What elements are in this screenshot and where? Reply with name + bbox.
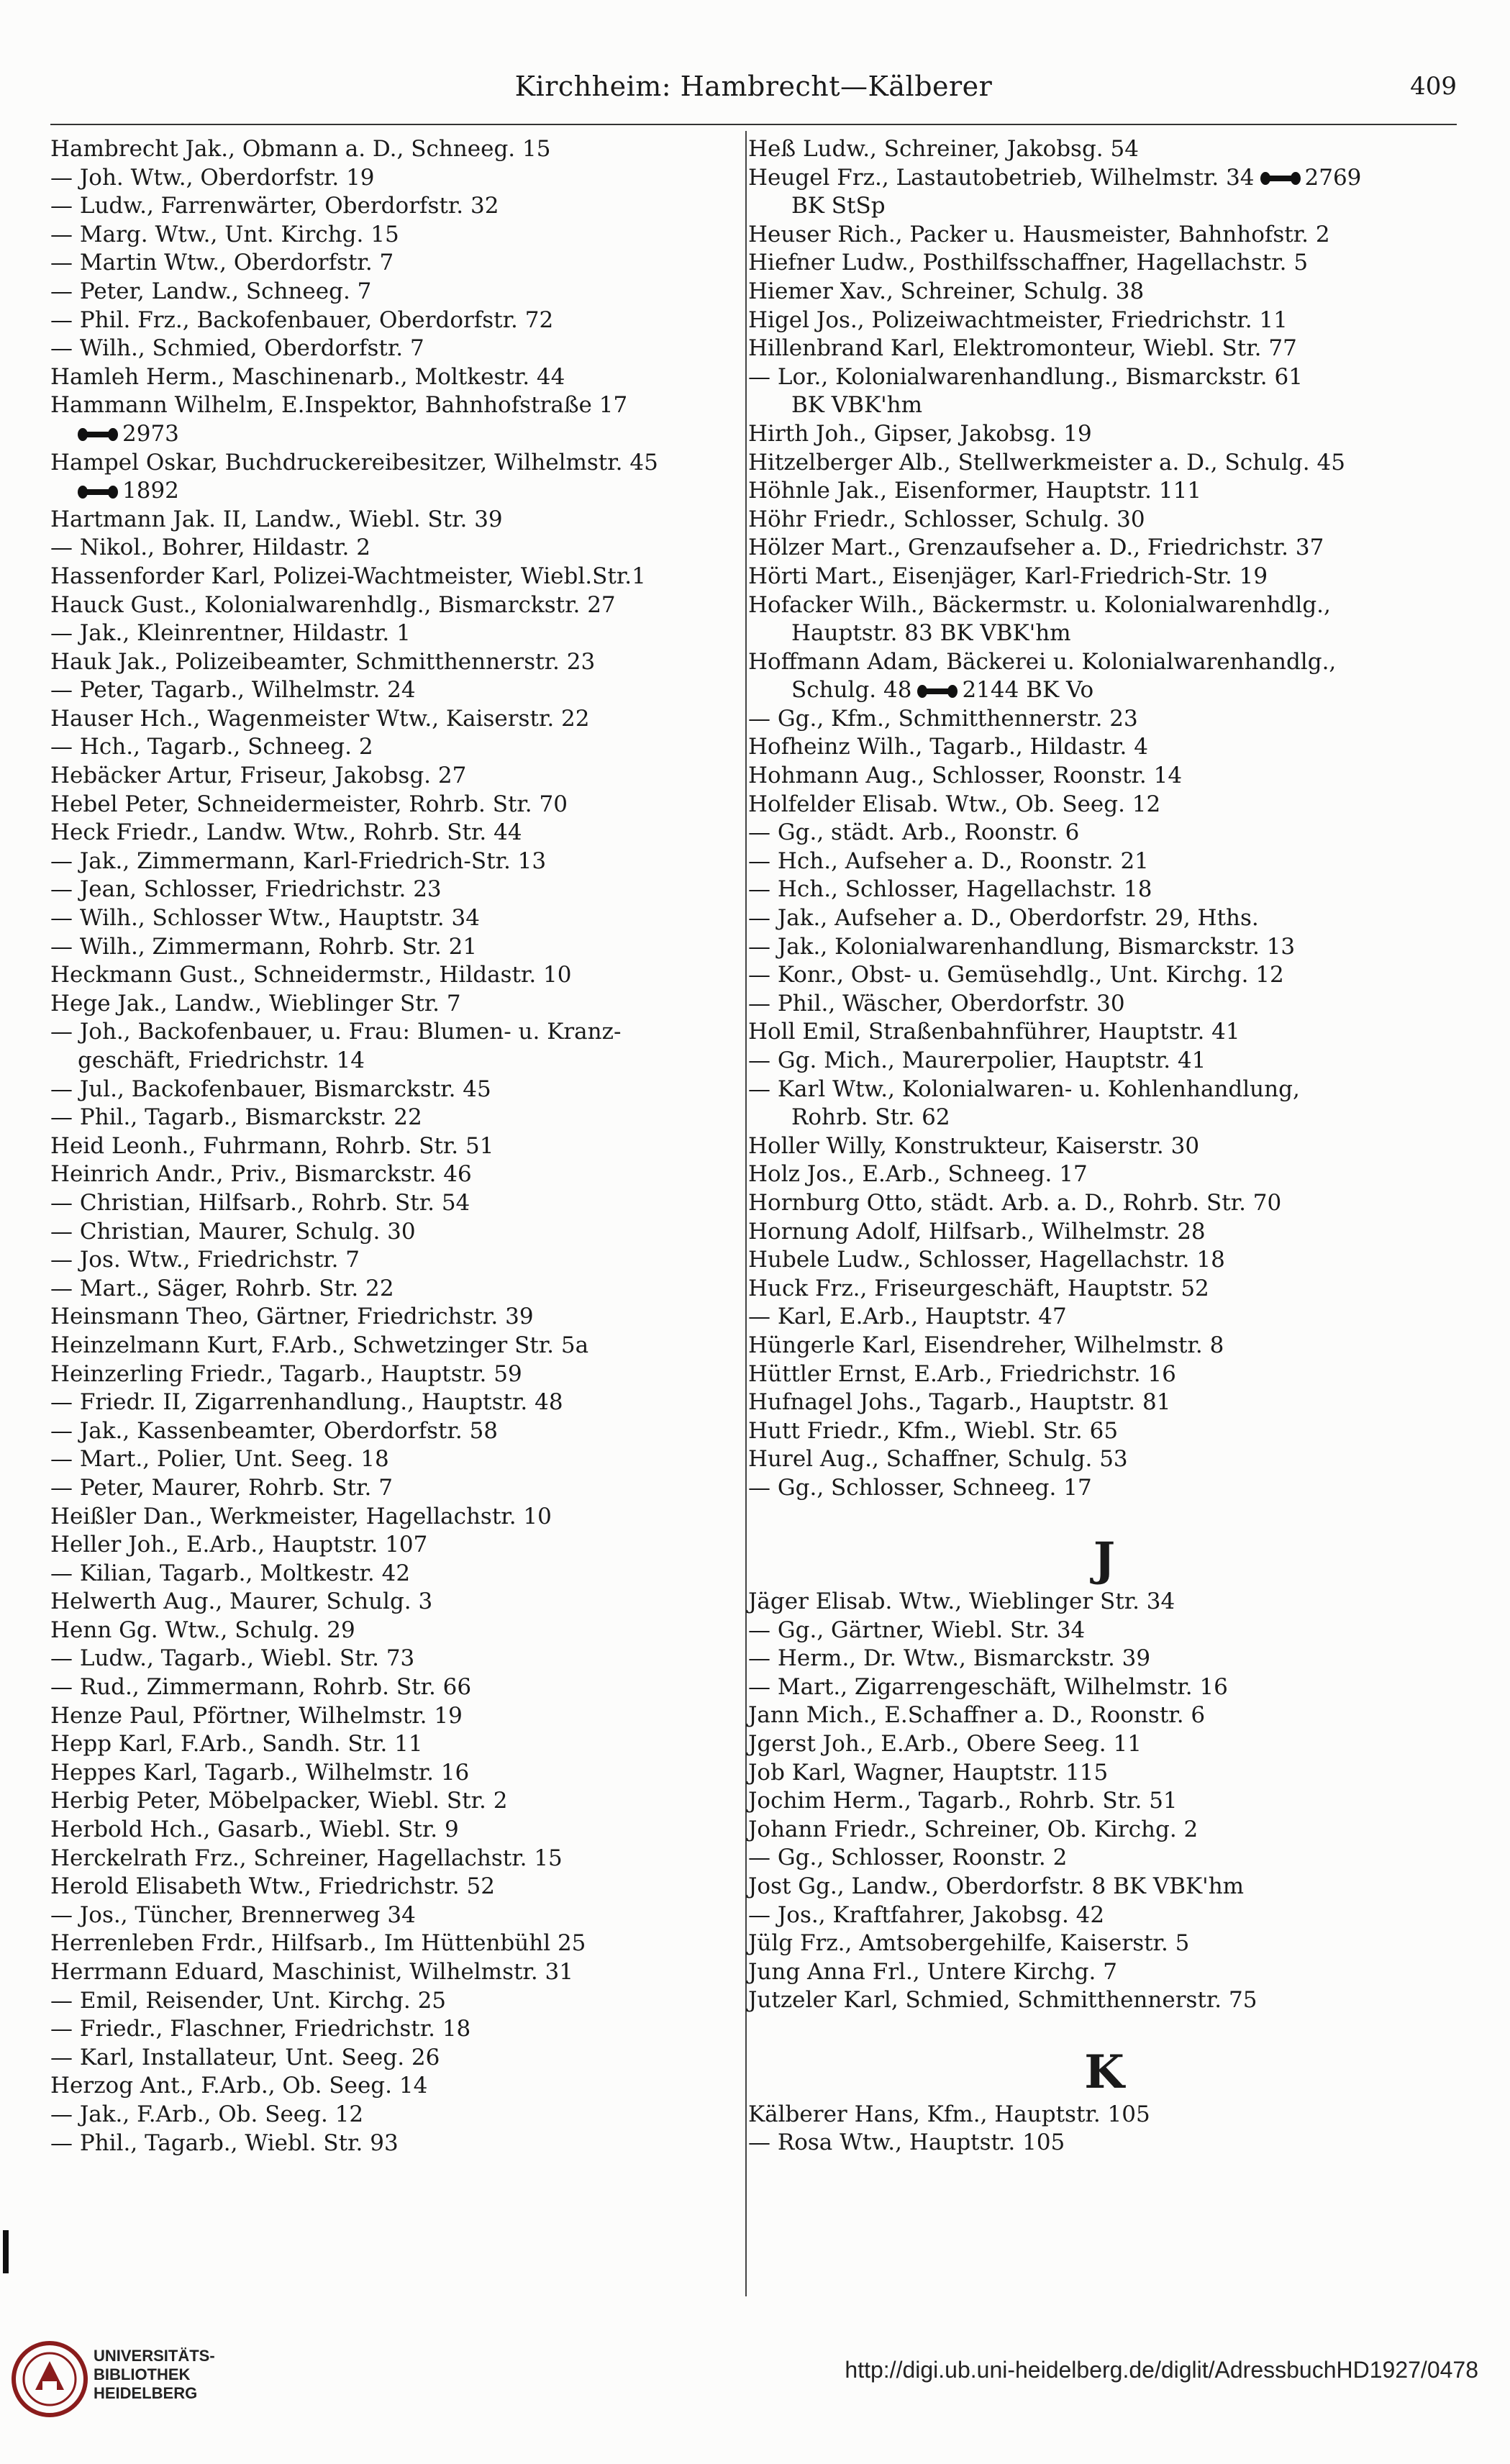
directory-entry (748, 1474, 1460, 1503)
directory-entry (748, 1873, 1460, 1901)
entry-text: — Marg. Wtw., Unt. Kirchg. 15 (50, 221, 399, 247)
entry-text: — Kilian, Tagarb., Moltkestr. 42 (50, 1560, 411, 1586)
left-column (50, 135, 741, 2158)
entry-text: — Friedr. II, Zigarrenhandlung., Hauptstr. 48 (50, 1389, 563, 1416)
entry-text: Hutt Friedr., Kfm., Wiebl. Str. 65 (748, 1417, 1119, 1444)
directory-entry (50, 1987, 741, 2016)
entry-text: Jgerst Joh., E.Arb., Obere Seeg. 11 (748, 1731, 1142, 1758)
directory-entry (50, 563, 741, 591)
entry-text: BK StSp (791, 193, 886, 219)
directory-entry (748, 1617, 1460, 1645)
entry-text: Hiemer Xav., Schreiner, Schulg. 38 (748, 278, 1145, 304)
spacer (748, 1503, 1460, 1532)
entry-text: — Jak., Aufseher a. D., Oberdorfstr. 29, Hths. (748, 905, 1259, 932)
entry-text: — Ludw., Farrenwärter, Oberdorfstr. 32 (50, 193, 499, 219)
directory-entry (50, 506, 741, 535)
directory-entry (50, 2015, 741, 2044)
entry-text: Holz Jos., E.Arb., Schneeg. 17 (748, 1161, 1088, 1188)
directory-entry (50, 876, 741, 904)
directory-entry (50, 1787, 741, 1816)
directory-entry (748, 506, 1460, 535)
directory-entry (50, 2072, 741, 2101)
entry-text: — Konr., Obst- u. Gemüsehdlg., Unt. Kirchg. 12 (748, 962, 1284, 988)
entry-text: — Jak., Kolonialwarenhandlung, Bismarckstr. 13 (748, 933, 1296, 960)
entry-text: — Jos., Tüncher, Brennerweg 34 (50, 1901, 416, 1928)
library-name (94, 2347, 215, 2403)
directory-entry (50, 591, 741, 620)
entry-text: Heinsmann Theo, Gärtner, Friedrichstr. 39 (50, 1304, 534, 1330)
header-rule (50, 124, 1457, 125)
directory-entry (748, 335, 1460, 363)
entry-text: Heid Leonh., Fuhrmann, Rohrb. Str. 51 (50, 1132, 494, 1159)
phone-number: 2144 BK Vo (962, 677, 1094, 704)
directory-entry (50, 1588, 741, 1617)
entry-text: — Emil, Reisender, Unt. Kirchg. 25 (50, 1987, 447, 2014)
directory-entry (748, 933, 1460, 962)
entry-text: Herrenleben Frdr., Hilfsarb., Im Hüttenbühl 25 (50, 1930, 586, 1957)
entry-text: Hoffmann Adam, Bäckerei u. Kolonialwarenhandlg., (748, 648, 1337, 675)
entry-text: Johann Friedr., Schreiner, Ob. Kirchg. 2 (748, 1816, 1199, 1842)
entry-text: — Mart., Säger, Rohrb. Str. 22 (50, 1275, 394, 1301)
directory-entry (748, 1160, 1460, 1189)
directory-entry (748, 449, 1460, 478)
directory-entry (50, 306, 741, 335)
entry-text: Holl Emil, Straßenbahnführer, Hauptstr. 41 (748, 1019, 1240, 1045)
phone-number: 2769 (1304, 164, 1362, 191)
directory-entry (748, 591, 1460, 620)
directory-entry (50, 1673, 741, 1702)
library-name-line2: BIBLIOTHEK (94, 2365, 191, 2383)
entry-text: Hebel Peter, Schneidermeister, Rohrb. Str. 70 (50, 791, 568, 817)
directory-entry (50, 933, 741, 962)
directory-entry (50, 819, 741, 847)
directory-entry (748, 648, 1460, 677)
directory-entry (748, 1701, 1460, 1730)
directory-entry (748, 1189, 1460, 1218)
telephone-icon (78, 484, 118, 500)
entry-text: Jülg Frz., Amtsobergehilfe, Kaiserstr. 5 (748, 1930, 1190, 1957)
right-column (748, 135, 1460, 2158)
directory-entry (50, 1132, 741, 1161)
column-divider (745, 131, 747, 2296)
entry-text: — Mart., Zigarrengeschäft, Wilhelmstr. 16 (748, 1673, 1228, 1700)
directory-entry (748, 278, 1460, 306)
entry-text: Heuser Rich., Packer u. Hausmeister, Bahnhofstr. 2 (748, 221, 1330, 247)
page-header (50, 71, 1457, 114)
directory-entry (748, 762, 1460, 791)
entry-text: — Phil., Tagarb., Wiebl. Str. 93 (50, 2129, 399, 2156)
page-number: 409 (1410, 72, 1457, 101)
entry-text: Hornburg Otto, städt. Arb. a. D., Rohrb. Str. 70 (748, 1189, 1282, 1216)
directory-entry (50, 278, 741, 306)
directory-entry (748, 1986, 1460, 2015)
entry-text: Hauptstr. 83 BK VBK'hm (791, 620, 1071, 647)
spacer (748, 2015, 1460, 2044)
entry-text: — Jos. Wtw., Friedrichstr. 7 (50, 1247, 360, 1273)
directory-entry (748, 2101, 1460, 2129)
directory-entry (50, 1018, 741, 1047)
directory-entry (50, 733, 741, 762)
entry-text: — Karl, Installateur, Unt. Seeg. 26 (50, 2044, 440, 2070)
directory-entry (748, 2129, 1460, 2158)
directory-entry (50, 335, 741, 363)
entry-text: — Karl Wtw., Kolonialwaren- u. Kohlenhandlung, (748, 1076, 1300, 1102)
directory-entry (748, 1104, 1460, 1132)
entry-text: Höhr Friedr., Schlosser, Schulg. 30 (748, 506, 1145, 532)
directory-entry (748, 1417, 1460, 1446)
entry-text: — Jak., Zimmermann, Karl-Friedrich-Str. 13 (50, 847, 547, 874)
directory-entry (748, 1303, 1460, 1332)
entry-text: Herold Elisabeth Wtw., Friedrichstr. 52 (50, 1873, 495, 1900)
directory-entry (50, 1730, 741, 1759)
entry-text: — Phil. Frz., Backofenbauer, Oberdorfstr. 72 (50, 306, 554, 333)
entry-text: — Gg., Kfm., Schmitthennerstr. 23 (748, 705, 1138, 732)
entry-text: Hepp Karl, F.Arb., Sandh. Str. 11 (50, 1731, 423, 1758)
entry-text: — Peter, Tagarb., Wilhelmstr. 24 (50, 677, 416, 704)
directory-entry (50, 1929, 741, 1958)
entry-text: geschäft, Friedrichstr. 14 (78, 1047, 365, 1073)
directory-entry (50, 1417, 741, 1446)
directory-entry (748, 1445, 1460, 1474)
directory-entry (748, 1246, 1460, 1275)
entry-text: — Lor., Kolonialwarenhandlung., Bismarckstr. 61 (748, 363, 1303, 390)
entry-text: Jäger Elisab. Wtw., Wieblinger Str. 34 (748, 1588, 1175, 1615)
entry-text: Hüngerle Karl, Eisendreher, Wilhelmstr. 8 (748, 1332, 1224, 1358)
directory-entry (748, 1958, 1460, 1987)
directory-entry (748, 847, 1460, 876)
directory-entry (50, 420, 741, 449)
directory-entry (50, 1617, 741, 1645)
directory-entry (50, 619, 741, 648)
directory-entry (50, 1873, 741, 1901)
directory-entry (50, 221, 741, 250)
entry-text: — Martin Wtw., Oberdorfstr. 7 (50, 250, 394, 276)
entry-text: Hauser Hch., Wagenmeister Wtw., Kaiserstr. 22 (50, 705, 590, 732)
entry-text: Hölzer Mart., Grenzaufseher a. D., Friedrichstr. 37 (748, 535, 1324, 561)
directory-entry (50, 648, 741, 677)
library-name-line3: HEIDELBERG (94, 2384, 198, 2402)
entry-text: Hauk Jak., Polizeibeamter, Schmitthennerstr. 23 (50, 648, 596, 675)
entry-text: — Gg. Mich., Maurerpolier, Hauptstr. 41 (748, 1047, 1206, 1073)
entry-text: Heß Ludw., Schreiner, Jakobsg. 54 (748, 136, 1139, 162)
directory-entry (50, 1189, 741, 1218)
directory-entry (748, 221, 1460, 250)
directory-entry (50, 1303, 741, 1332)
directory-entry (50, 676, 741, 705)
entry-text: — Karl, E.Arb., Hauptstr. 47 (748, 1304, 1067, 1330)
directory-entry (748, 1076, 1460, 1104)
directory-entry (748, 1816, 1460, 1845)
directory-entry (748, 1218, 1460, 1247)
entry-text: — Gg., Gärtner, Wiebl. Str. 34 (748, 1617, 1086, 1643)
entry-text: Heugel Frz., Lastautobetrieb, Wilhelmstr. 34 (748, 164, 1255, 191)
directory-entry (748, 1929, 1460, 1958)
directory-entry (748, 791, 1460, 819)
directory-entry (748, 1844, 1460, 1873)
entry-text: — Peter, Maurer, Rohrb. Str. 7 (50, 1474, 393, 1501)
entry-text: — Jul., Backofenbauer, Bismarckstr. 45 (50, 1076, 491, 1102)
entry-text: Heißler Dan., Werkmeister, Hagellachstr. 10 (50, 1503, 552, 1529)
entry-text: Heinrich Andr., Priv., Bismarckstr. 46 (50, 1161, 472, 1188)
directory-entry (50, 2129, 741, 2158)
directory-entry (748, 391, 1460, 420)
entry-text: Hege Jak., Landw., Wieblinger Str. 7 (50, 990, 461, 1017)
entry-text: Hufnagel Johs., Tagarb., Hauptstr. 81 (748, 1389, 1171, 1416)
entry-text: Jutzeler Karl, Schmied, Schmitthennerstr. 75 (748, 1987, 1257, 2014)
entry-text: Hohmann Aug., Schlosser, Roonstr. 14 (748, 763, 1183, 789)
entry-text: BK VBK'hm (791, 392, 923, 419)
directory-entry (50, 192, 741, 221)
telephone-icon (78, 427, 118, 442)
directory-entry (748, 990, 1460, 1019)
directory-entry (50, 534, 741, 563)
section-letter: K (1084, 2045, 1124, 2099)
page-footer (0, 2331, 1510, 2464)
entry-text: — Gg., Schlosser, Roonstr. 2 (748, 1845, 1068, 1871)
directory-entry (748, 1759, 1460, 1788)
directory-entry (748, 1360, 1460, 1389)
entry-text: Holfelder Elisab. Wtw., Ob. Seeg. 12 (748, 791, 1161, 817)
entry-text: Hampel Oskar, Buchdruckereibesitzer, Wilhelmstr. 45 (50, 449, 658, 476)
entry-text: — Hch., Aufseher a. D., Roonstr. 21 (748, 847, 1149, 874)
directory-entry (748, 1018, 1460, 1047)
entry-text: Hofacker Wilh., Bäckermstr. u. Kolonialwarenhdlg., (748, 591, 1331, 618)
directory-entry (50, 363, 741, 392)
directory-entry (50, 1047, 741, 1076)
university-library-logo (10, 2340, 89, 2419)
directory-entry (50, 1531, 741, 1560)
entry-text: — Jak., F.Arb., Ob. Seeg. 12 (50, 2101, 364, 2127)
entry-text: Herzog Ant., F.Arb., Ob. Seeg. 14 (50, 2073, 428, 2099)
entry-text: Hiefner Ludw., Posthilfsschaffner, Hagellachstr. 5 (748, 250, 1309, 276)
entry-text: — Friedr., Flaschner, Friedrichstr. 18 (50, 2016, 471, 2042)
directory-entry (50, 1388, 741, 1417)
entry-text: Holler Willy, Konstrukteur, Kaiserstr. 30 (748, 1132, 1200, 1159)
directory-entry (50, 1901, 741, 1930)
directory-entry (748, 1332, 1460, 1360)
section-letter: J (1093, 1532, 1116, 1587)
entry-text: Jost Gg., Landw., Oberdorfstr. 8 BK VBK'hm (748, 1873, 1245, 1900)
directory-entry (748, 306, 1460, 335)
directory-entry (748, 676, 1460, 705)
directory-entry (748, 1388, 1460, 1417)
directory-entry (50, 762, 741, 791)
entry-text: — Joh. Wtw., Oberdorfstr. 19 (50, 164, 375, 191)
entry-text: — Jak., Kleinrentner, Hildastr. 1 (50, 620, 411, 647)
entry-text: Hartmann Jak. II, Landw., Wiebl. Str. 39 (50, 506, 503, 532)
entry-text: Jochim Herm., Tagarb., Rohrb. Str. 51 (748, 1788, 1178, 1814)
directory-entry (50, 164, 741, 193)
directory-entry (748, 733, 1460, 762)
entry-text: — Peter, Landw., Schneeg. 7 (50, 278, 372, 304)
directory-entry (50, 990, 741, 1019)
directory-entry (50, 449, 741, 478)
directory-entry (748, 1730, 1460, 1759)
directory-entry (50, 791, 741, 819)
directory-entry (50, 1702, 741, 1731)
directory-entry (748, 135, 1460, 164)
entry-text: Huck Frz., Friseurgeschäft, Hauptstr. 52 (748, 1275, 1209, 1301)
entry-text: — Phil., Tagarb., Bismarckstr. 22 (50, 1104, 422, 1131)
entry-text: — Jean, Schlosser, Friedrichstr. 23 (50, 876, 442, 903)
directory-entry (748, 1047, 1460, 1076)
entry-text: Rohrb. Str. 62 (791, 1104, 950, 1131)
directory-entry (50, 705, 741, 734)
entry-text: — Wilh., Schlosser Wtw., Hauptstr. 34 (50, 905, 480, 932)
directory-entry (50, 1246, 741, 1275)
entry-text: Herbold Hch., Gasarb., Wiebl. Str. 9 (50, 1817, 459, 1843)
directory-entry (50, 2101, 741, 2129)
directory-entry (748, 420, 1460, 449)
directory-entry (748, 1901, 1460, 1930)
directory-entry (50, 1360, 741, 1389)
entry-text: Hammann Wilhelm, E.Inspektor, Bahnhofstraße 17 (50, 392, 628, 419)
entry-text: Herckelrath Frz., Schreiner, Hagellachstr. 15 (50, 1845, 563, 1871)
entry-text: Hamleh Herm., Maschinenarb., Moltkestr. 44 (50, 363, 565, 390)
entry-text: 2973 (122, 420, 179, 447)
entry-text: Höhnle Jak., Eisenformer, Hauptstr. 111 (748, 478, 1202, 504)
directory-entry (50, 1332, 741, 1360)
entry-text: Hirth Joh., Gipser, Jakobsg. 19 (748, 420, 1092, 447)
entry-text: Herrmann Eduard, Maschinist, Wilhelmstr. 31 (50, 1959, 574, 1985)
directory-entry (748, 477, 1460, 506)
entry-text: Henn Gg. Wtw., Schulg. 29 (50, 1617, 355, 1643)
directory-entry (748, 1275, 1460, 1304)
directory-entry (50, 249, 741, 278)
directory-entry (50, 1645, 741, 1673)
directory-entry (748, 534, 1460, 563)
directory-entry (748, 961, 1460, 990)
telephone-icon (1260, 171, 1301, 186)
directory-entry (50, 1503, 741, 1532)
directory-entry (748, 904, 1460, 933)
entry-text: — Wilh., Schmied, Oberdorfstr. 7 (50, 335, 424, 362)
entry-text: Heppes Karl, Tagarb., Wilhelmstr. 16 (50, 1759, 470, 1786)
directory-entry (748, 164, 1460, 193)
entry-text: Kälberer Hans, Kfm., Hauptstr. 105 (748, 2101, 1150, 2127)
entry-text: — Ludw., Tagarb., Wiebl. Str. 73 (50, 1645, 415, 1672)
entry-text: — Hch., Schlosser, Hagellachstr. 18 (748, 876, 1152, 903)
entry-text: Hurel Aug., Schaffner, Schulg. 53 (748, 1446, 1128, 1473)
entry-text: Hofheinz Wilh., Tagarb., Hildastr. 4 (748, 734, 1148, 760)
entry-text: — Nikol., Bohrer, Hildastr. 2 (50, 535, 370, 561)
directory-entry (50, 1958, 741, 1987)
directory-entry (748, 1645, 1460, 1673)
entry-text: Herbig Peter, Möbelpacker, Wiebl. Str. 2 (50, 1788, 508, 1814)
entry-text: 1892 (122, 478, 179, 504)
entry-text: — Gg., städt. Arb., Roonstr. 6 (748, 819, 1080, 846)
directory-entry (50, 135, 741, 164)
directory-entry (748, 705, 1460, 734)
entry-text: Henze Paul, Pförtner, Wilhelmstr. 19 (50, 1702, 463, 1729)
directory-entry (50, 961, 741, 990)
source-url-link[interactable]: http://digi.ub.uni-heidelberg.de/diglit/AdressbuchHD1927/0478 (845, 2357, 1478, 2383)
entry-text: Heckmann Gust., Schneidermstr., Hildastr. 10 (50, 962, 572, 988)
entry-text: Helwerth Aug., Maurer, Schulg. 3 (50, 1588, 433, 1615)
directory-entry (50, 1218, 741, 1247)
entry-text: — Christian, Hilfsarb., Rohrb. Str. 54 (50, 1189, 470, 1216)
entry-text: — Wilh., Zimmermann, Rohrb. Str. 21 (50, 933, 478, 960)
entry-text: — Phil., Wäscher, Oberdorfstr. 30 (748, 990, 1125, 1017)
library-name-line1: UNIVERSITÄTS- (94, 2347, 215, 2365)
directory-entry (50, 847, 741, 876)
entry-text: — Hch., Tagarb., Schneeg. 2 (50, 734, 373, 760)
entry-text: Heinzelmann Kurt, F.Arb., Schwetzinger Str. 5a (50, 1332, 589, 1358)
entry-text: Heinzerling Friedr., Tagarb., Hauptstr. 59 (50, 1360, 522, 1387)
directory-entry (748, 1787, 1460, 1816)
entry-text: Schulg. 48 (791, 677, 912, 704)
directory-entry (748, 876, 1460, 904)
entry-text: Jung Anna Frl., Untere Kirchg. 7 (748, 1958, 1117, 1985)
entry-text: Higel Jos., Polizeiwachtmeister, Friedrichstr. 11 (748, 306, 1288, 333)
entry-text: Hitzelberger Alb., Stellwerkmeister a. D., Schulg. 45 (748, 449, 1345, 476)
directory-entry (50, 1160, 741, 1189)
telephone-icon (917, 683, 958, 699)
entry-text: Job Karl, Wagner, Hauptstr. 115 (748, 1759, 1109, 1786)
directory-entry (50, 1560, 741, 1588)
directory-entry (50, 904, 741, 933)
entry-text: Hillenbrand Karl, Elektromonteur, Wiebl. Str. 77 (748, 335, 1297, 362)
entry-text: Heller Joh., E.Arb., Hauptstr. 107 (50, 1532, 428, 1558)
directory-entry (748, 819, 1460, 847)
directory-entry (50, 1759, 741, 1788)
directory-entry (50, 1104, 741, 1132)
entry-text: Hambrecht Jak., Obmann a. D., Schneeg. 15 (50, 136, 551, 162)
entry-text: Jann Mich., E.Schaffner a. D., Roonstr. 6 (748, 1702, 1206, 1729)
entry-text: Hörti Mart., Eisenjäger, Karl-Friedrich-Str. 19 (748, 563, 1268, 589)
directory-entry (50, 391, 741, 420)
directory-entry (748, 563, 1460, 591)
entry-text: — Rud., Zimmermann, Rohrb. Str. 66 (50, 1674, 472, 1701)
directory-entry (50, 1076, 741, 1104)
entry-text: Hüttler Ernst, E.Arb., Friedrichstr. 16 (748, 1360, 1176, 1387)
entry-text: Hauck Gust., Kolonialwarenhdlg., Bismarckstr. 27 (50, 591, 616, 618)
entry-text: — Herm., Dr. Wtw., Bismarckstr. 39 (748, 1645, 1151, 1672)
entry-text: — Jak., Kassenbeamter, Oberdorfstr. 58 (50, 1417, 499, 1444)
directory-entry (748, 619, 1460, 648)
page-title: Kirchheim: Hambrecht—Kälberer (514, 71, 993, 102)
entry-text: — Mart., Polier, Unt. Seeg. 18 (50, 1446, 389, 1473)
entry-text: — Gg., Schlosser, Schneeg. 17 (748, 1474, 1092, 1501)
directory-entry (748, 1588, 1460, 1617)
entry-text: — Rosa Wtw., Hauptstr. 105 (748, 2129, 1065, 2156)
directory-entry (50, 477, 741, 506)
entry-text: — Christian, Maurer, Schulg. 30 (50, 1218, 416, 1245)
entry-text: Hassenforder Karl, Polizei-Wachtmeister, Wiebl.Str.1 (50, 563, 646, 589)
entry-text: Hubele Ludw., Schlosser, Hagellachstr. 18 (748, 1247, 1225, 1273)
directory-entry (50, 1275, 741, 1304)
directory-entry (748, 1673, 1460, 1702)
directory-entry (50, 1816, 741, 1845)
entry-text: Hornung Adolf, Hilfsarb., Wilhelmstr. 28 (748, 1218, 1206, 1245)
directory-entry (748, 1132, 1460, 1161)
directory-entry (50, 1445, 741, 1474)
directory-entry (748, 363, 1460, 392)
entry-text: — Jos., Kraftfahrer, Jakobsg. 42 (748, 1901, 1105, 1928)
directory-entry (748, 249, 1460, 278)
entry-text: — Joh., Backofenbauer, u. Frau: Blumen- u. Kranz- (50, 1019, 622, 1045)
entry-text: Hebäcker Artur, Friseur, Jakobsg. 27 (50, 763, 467, 789)
directory-entry (50, 2044, 741, 2073)
directory-entry (50, 1474, 741, 1503)
directory-entry (748, 192, 1460, 221)
directory-entry (50, 1845, 741, 1873)
scan-edge-mark (3, 2230, 9, 2273)
entry-text: Heck Friedr., Landw. Wtw., Rohrb. Str. 44 (50, 819, 522, 846)
